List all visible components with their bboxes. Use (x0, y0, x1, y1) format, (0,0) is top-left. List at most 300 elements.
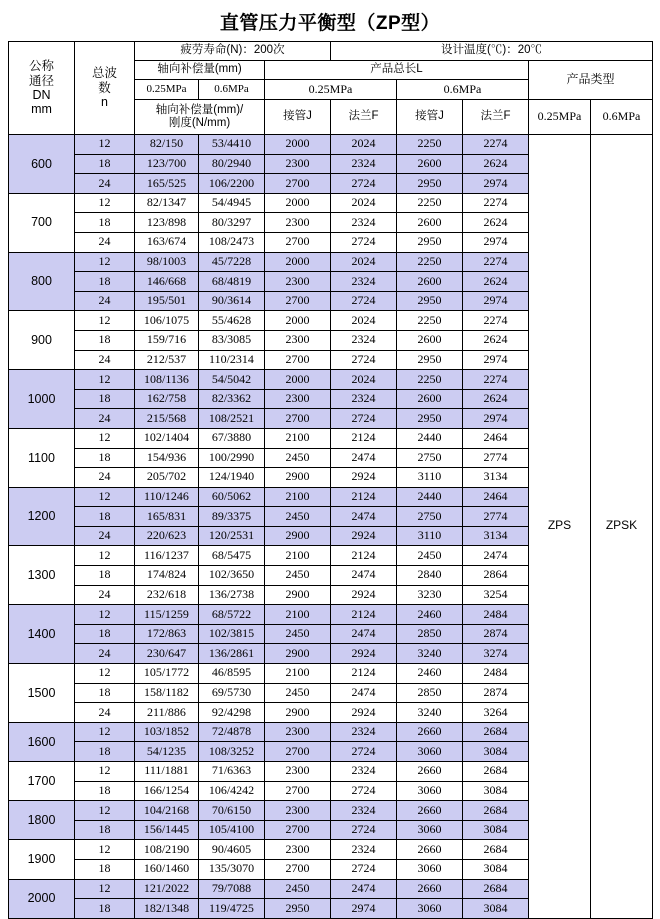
type-025-header: 0.25MPa (529, 100, 591, 135)
axial-comp-06-cell: 90/3614 (199, 291, 265, 311)
axial-comp-06-cell: 136/2861 (199, 644, 265, 664)
wave-count-cell: 24 (75, 468, 135, 488)
dn-value-cell: 2000 (9, 879, 75, 918)
length-025-header: 0.25MPa (265, 80, 397, 100)
length-f-06-cell: 2464 (463, 428, 529, 448)
dn-label-line1: 公称 (28, 59, 54, 74)
axial-comp-06-cell: 100/2990 (199, 448, 265, 468)
axial-comp-025-cell: 116/1237 (135, 546, 199, 566)
product-type-025-cell: ZPS (529, 135, 591, 919)
length-f-06-cell: 2274 (463, 311, 529, 331)
length-f-025-cell: 2124 (331, 605, 397, 625)
length-f-025-cell: 2474 (331, 507, 397, 527)
axial-comp-06-cell: 89/3375 (199, 507, 265, 527)
length-j-06-cell: 3230 (397, 585, 463, 605)
dn-value-cell: 800 (9, 252, 75, 311)
length-j-025-cell: 2700 (265, 409, 331, 429)
length-j-025-cell: 2100 (265, 546, 331, 566)
axial-comp-06-cell: 92/4298 (199, 703, 265, 723)
length-f-025-cell: 2024 (331, 311, 397, 331)
length-f-06-cell: 2274 (463, 193, 529, 213)
length-j-06-cell: 2660 (397, 879, 463, 899)
wave-count-cell: 18 (75, 507, 135, 527)
length-f-025-cell: 2724 (331, 409, 397, 429)
length-j-025-cell: 2900 (265, 468, 331, 488)
length-j-06-cell: 2600 (397, 213, 463, 233)
length-j-06-cell: 2250 (397, 252, 463, 272)
length-f-025-cell: 2124 (331, 428, 397, 448)
axial-comp-06-cell: 69/5730 (199, 683, 265, 703)
axial-comp-025-cell: 220/623 (135, 526, 199, 546)
dn-label-line3: DN (32, 88, 51, 102)
length-j-06-cell: 2660 (397, 762, 463, 782)
length-j-025-cell: 2700 (265, 820, 331, 840)
length-j-025-cell: 2700 (265, 232, 331, 252)
wave-count-cell: 18 (75, 859, 135, 879)
length-f-06-cell: 3134 (463, 526, 529, 546)
length-f-06-cell: 2464 (463, 487, 529, 507)
wave-count-header-cell (75, 42, 135, 135)
length-f-06-cell: 2274 (463, 135, 529, 155)
length-j-06-cell: 2750 (397, 507, 463, 527)
length-j-025-cell: 2900 (265, 585, 331, 605)
length-f-06-cell: 2474 (463, 546, 529, 566)
length-f-025-cell: 2974 (331, 899, 397, 919)
length-f-025-cell: 2024 (331, 252, 397, 272)
length-f-06-cell: 2624 (463, 330, 529, 350)
dn-label-line4: mm (31, 102, 52, 117)
axial-comp-06-cell: 79/7088 (199, 879, 265, 899)
axial-comp-025-cell: 205/702 (135, 468, 199, 488)
wave-count-cell: 12 (75, 664, 135, 684)
length-f-06-cell: 2684 (463, 879, 529, 899)
length-f-06-cell: 2774 (463, 448, 529, 468)
axial-comp-06-cell: 46/8595 (199, 664, 265, 684)
wave-count-cell: 18 (75, 899, 135, 919)
wave-count-cell: 12 (75, 801, 135, 821)
axial-comp-025-cell: 165/525 (135, 174, 199, 194)
wave-count-cell: 18 (75, 448, 135, 468)
axial-comp-025-cell: 121/2022 (135, 879, 199, 899)
axial-comp-06-cell: 67/3880 (199, 428, 265, 448)
dn-value-cell: 1900 (9, 840, 75, 879)
length-j-06-cell: 2250 (397, 135, 463, 155)
dn-value-cell: 1200 (9, 487, 75, 546)
dn-value-cell: 1400 (9, 605, 75, 664)
axial-comp-06-cell: 105/4100 (199, 820, 265, 840)
length-j-025-cell: 2900 (265, 703, 331, 723)
wave-count-cell: 12 (75, 370, 135, 390)
length-f-025-cell: 2324 (331, 213, 397, 233)
length-f-025-cell: 2324 (331, 840, 397, 860)
axial-comp-06-cell: 71/6363 (199, 762, 265, 782)
length-f-06-cell: 3134 (463, 468, 529, 488)
table-row (9, 135, 653, 155)
axial-comp-06-cell: 60/5062 (199, 487, 265, 507)
length-f-025-cell: 2924 (331, 703, 397, 723)
length-j-06-cell: 2750 (397, 448, 463, 468)
length-f-025-cell: 2024 (331, 135, 397, 155)
length-j-025-cell: 2300 (265, 272, 331, 292)
length-f-025-cell: 2324 (331, 330, 397, 350)
length-j-025-cell: 2100 (265, 664, 331, 684)
wave-count-cell: 24 (75, 409, 135, 429)
length-j-025-cell: 2300 (265, 762, 331, 782)
dn-label-line2: 通径 (28, 73, 54, 88)
length-j-06-cell: 2840 (397, 566, 463, 586)
length-f-025-cell: 2324 (331, 762, 397, 782)
dn-header-cell (9, 42, 75, 135)
length-f-06-cell: 3084 (463, 742, 529, 762)
wave-count-cell: 12 (75, 193, 135, 213)
length-j-025-cell: 2300 (265, 722, 331, 742)
axial-comp-025-cell: 103/1852 (135, 722, 199, 742)
wave-count-cell: 12 (75, 546, 135, 566)
length-f-06-cell: 3084 (463, 899, 529, 919)
axial-comp-025-cell: 156/1445 (135, 820, 199, 840)
axial-comp-025-cell: 108/2190 (135, 840, 199, 860)
length-f-025-cell: 2474 (331, 624, 397, 644)
length-f-025-cell: 2474 (331, 566, 397, 586)
axial-comp-025-cell: 102/1404 (135, 428, 199, 448)
wave-count-cell: 18 (75, 154, 135, 174)
wave-count-cell: 12 (75, 135, 135, 155)
length-f-06-cell: 2874 (463, 624, 529, 644)
length-f-06-cell: 2684 (463, 801, 529, 821)
length-f-06-cell: 2624 (463, 389, 529, 409)
dn-value-cell: 700 (9, 193, 75, 252)
length-f-06-cell: 2974 (463, 409, 529, 429)
length-j-025-cell: 2900 (265, 526, 331, 546)
axial-comp-06-cell: 82/3362 (199, 389, 265, 409)
dn-value-cell: 1700 (9, 762, 75, 801)
length-j-06-cell: 2600 (397, 330, 463, 350)
axial-comp-025-cell: 212/537 (135, 350, 199, 370)
wave-count-cell: 18 (75, 683, 135, 703)
axial-comp-06-cell: 136/2738 (199, 585, 265, 605)
conn-j-06-header: 接管J (397, 100, 463, 135)
length-f-025-cell: 2124 (331, 664, 397, 684)
length-f-06-cell: 2274 (463, 370, 529, 390)
length-f-025-cell: 2324 (331, 722, 397, 742)
length-j-025-cell: 2900 (265, 644, 331, 664)
length-f-06-cell: 3254 (463, 585, 529, 605)
axial-comp-06-cell: 102/3815 (199, 624, 265, 644)
wave-count-cell: 12 (75, 722, 135, 742)
axial-comp-06-cell: 106/2200 (199, 174, 265, 194)
axial-comp-06-cell: 119/4725 (199, 899, 265, 919)
axial-025-header: 0.25MPa (135, 80, 199, 100)
length-f-06-cell: 3084 (463, 859, 529, 879)
wave-count-cell: 12 (75, 311, 135, 331)
axial-comp-06-cell: 54/5042 (199, 370, 265, 390)
length-j-06-cell: 2950 (397, 350, 463, 370)
axial-comp-025-cell: 146/668 (135, 272, 199, 292)
length-f-025-cell: 2474 (331, 448, 397, 468)
length-06-header: 0.6MPa (397, 80, 529, 100)
length-f-025-cell: 2324 (331, 801, 397, 821)
total-length-header: 产品总长L (265, 61, 529, 80)
length-f-06-cell: 3084 (463, 820, 529, 840)
length-j-025-cell: 2100 (265, 487, 331, 507)
axial-comp-06-cell: 68/5722 (199, 605, 265, 625)
dn-value-cell: 1500 (9, 664, 75, 723)
axial-comp-06-cell: 124/1940 (199, 468, 265, 488)
length-j-025-cell: 2700 (265, 781, 331, 801)
wave-count-cell: 12 (75, 252, 135, 272)
length-f-06-cell: 2684 (463, 722, 529, 742)
length-f-06-cell: 2974 (463, 291, 529, 311)
length-j-025-cell: 2700 (265, 742, 331, 762)
length-f-06-cell: 2974 (463, 232, 529, 252)
axial-comp-025-cell: 159/716 (135, 330, 199, 350)
length-j-025-cell: 2100 (265, 605, 331, 625)
length-j-025-cell: 2950 (265, 899, 331, 919)
axial-comp-025-cell: 211/886 (135, 703, 199, 723)
length-f-06-cell: 2624 (463, 154, 529, 174)
wave-count-line3: n (101, 95, 108, 110)
product-type-header: 产品类型 (529, 61, 653, 100)
length-j-06-cell: 3240 (397, 644, 463, 664)
length-f-025-cell: 2924 (331, 526, 397, 546)
wave-count-cell: 18 (75, 781, 135, 801)
axial-comp-025-cell: 195/501 (135, 291, 199, 311)
wave-count-cell: 18 (75, 624, 135, 644)
length-j-06-cell: 2460 (397, 605, 463, 625)
length-f-025-cell: 2474 (331, 879, 397, 899)
axial-comp-06-cell: 80/3297 (199, 213, 265, 233)
axial-comp-025-cell: 163/674 (135, 232, 199, 252)
length-j-025-cell: 2450 (265, 683, 331, 703)
length-j-025-cell: 2100 (265, 428, 331, 448)
length-j-06-cell: 3060 (397, 859, 463, 879)
length-f-025-cell: 2724 (331, 232, 397, 252)
length-j-06-cell: 2850 (397, 683, 463, 703)
wave-count-cell: 18 (75, 742, 135, 762)
spec-table (8, 41, 653, 919)
length-j-025-cell: 2000 (265, 135, 331, 155)
axial-detail-line2: 刚度(N/mm) (168, 117, 231, 129)
axial-comp-025-cell: 230/647 (135, 644, 199, 664)
length-j-025-cell: 2700 (265, 174, 331, 194)
axial-comp-06-cell: 54/4945 (199, 193, 265, 213)
axial-comp-025-cell: 232/618 (135, 585, 199, 605)
length-j-025-cell: 2450 (265, 566, 331, 586)
length-j-06-cell: 2600 (397, 154, 463, 174)
axial-comp-06-cell: 106/4242 (199, 781, 265, 801)
length-j-06-cell: 2850 (397, 624, 463, 644)
dn-value-cell: 900 (9, 311, 75, 370)
wave-count-cell: 24 (75, 174, 135, 194)
length-f-06-cell: 2624 (463, 213, 529, 233)
length-j-06-cell: 3110 (397, 526, 463, 546)
wave-count-cell: 24 (75, 644, 135, 664)
axial-comp-025-cell: 106/1075 (135, 311, 199, 331)
length-j-025-cell: 2300 (265, 840, 331, 860)
length-j-025-cell: 2000 (265, 252, 331, 272)
length-f-06-cell: 2484 (463, 664, 529, 684)
design-temp-cell: 设计温度(℃)：20℃ (331, 42, 653, 61)
axial-comp-06-cell: 70/6150 (199, 801, 265, 821)
wave-count-cell: 18 (75, 389, 135, 409)
axial-comp-06-cell: 108/3252 (199, 742, 265, 762)
fatigue-life-cell: 疲劳寿命(N)：200次 (135, 42, 331, 61)
length-f-06-cell: 2874 (463, 683, 529, 703)
length-j-025-cell: 2000 (265, 311, 331, 331)
length-f-06-cell: 2684 (463, 840, 529, 860)
length-j-06-cell: 3060 (397, 781, 463, 801)
axial-comp-06-cell: 102/3650 (199, 566, 265, 586)
length-j-06-cell: 3110 (397, 468, 463, 488)
axial-comp-025-cell: 123/700 (135, 154, 199, 174)
length-f-06-cell: 2774 (463, 507, 529, 527)
length-j-06-cell: 2460 (397, 664, 463, 684)
length-j-06-cell: 2440 (397, 487, 463, 507)
dn-value-cell: 1800 (9, 801, 75, 840)
axial-comp-06-cell: 55/4628 (199, 311, 265, 331)
length-f-025-cell: 2124 (331, 546, 397, 566)
axial-comp-06-cell: 135/3070 (199, 859, 265, 879)
length-f-025-cell: 2724 (331, 820, 397, 840)
axial-06-header: 0.6MPa (199, 80, 265, 100)
wave-count-cell: 24 (75, 703, 135, 723)
wave-count-cell: 24 (75, 291, 135, 311)
wave-count-cell: 24 (75, 232, 135, 252)
length-f-025-cell: 2724 (331, 291, 397, 311)
wave-count-cell: 18 (75, 330, 135, 350)
length-j-06-cell: 2600 (397, 389, 463, 409)
length-j-06-cell: 2950 (397, 232, 463, 252)
wave-count-cell: 18 (75, 566, 135, 586)
length-j-06-cell: 2660 (397, 722, 463, 742)
axial-comp-025-cell: 162/758 (135, 389, 199, 409)
axial-compensation-header: 轴向补偿量(mm) (135, 61, 265, 80)
wave-count-cell: 12 (75, 487, 135, 507)
length-f-025-cell: 2924 (331, 585, 397, 605)
length-f-06-cell: 2974 (463, 350, 529, 370)
length-j-025-cell: 2300 (265, 154, 331, 174)
wave-count-cell: 18 (75, 213, 135, 233)
length-j-06-cell: 2250 (397, 311, 463, 331)
length-j-06-cell: 2950 (397, 291, 463, 311)
length-j-06-cell: 3060 (397, 820, 463, 840)
conn-f-025-header: 法兰F (331, 100, 397, 135)
length-j-025-cell: 2700 (265, 859, 331, 879)
wave-count-cell: 12 (75, 605, 135, 625)
wave-count-cell: 12 (75, 762, 135, 782)
axial-comp-025-cell: 165/831 (135, 507, 199, 527)
axial-comp-025-cell: 160/1460 (135, 859, 199, 879)
length-f-025-cell: 2124 (331, 487, 397, 507)
length-j-06-cell: 2440 (397, 428, 463, 448)
conn-j-025-header: 接管J (265, 100, 331, 135)
axial-comp-025-cell: 215/568 (135, 409, 199, 429)
length-j-025-cell: 2300 (265, 389, 331, 409)
wave-count-cell: 24 (75, 585, 135, 605)
length-f-025-cell: 2924 (331, 468, 397, 488)
axial-comp-06-cell: 68/4819 (199, 272, 265, 292)
length-j-025-cell: 2000 (265, 370, 331, 390)
dn-value-cell: 1600 (9, 722, 75, 761)
length-f-025-cell: 2724 (331, 742, 397, 762)
type-06-header: 0.6MPa (591, 100, 653, 135)
axial-comp-025-cell: 154/936 (135, 448, 199, 468)
dn-value-cell: 1100 (9, 428, 75, 487)
length-f-025-cell: 2324 (331, 272, 397, 292)
conn-f-06-header: 法兰F (463, 100, 529, 135)
dn-value-cell: 1000 (9, 370, 75, 429)
length-j-025-cell: 2300 (265, 801, 331, 821)
axial-comp-025-cell: 82/150 (135, 135, 199, 155)
axial-comp-025-cell: 166/1254 (135, 781, 199, 801)
product-type-06-cell: ZPSK (591, 135, 653, 919)
length-f-025-cell: 2924 (331, 644, 397, 664)
axial-comp-06-cell: 80/2940 (199, 154, 265, 174)
length-f-025-cell: 2724 (331, 781, 397, 801)
wave-count-line2: 数 (98, 80, 111, 95)
length-f-06-cell: 2484 (463, 605, 529, 625)
axial-comp-06-cell: 108/2473 (199, 232, 265, 252)
length-f-06-cell: 3084 (463, 781, 529, 801)
length-f-025-cell: 2724 (331, 174, 397, 194)
axial-comp-06-cell: 108/2521 (199, 409, 265, 429)
length-j-06-cell: 2660 (397, 840, 463, 860)
length-j-06-cell: 3060 (397, 899, 463, 919)
axial-comp-06-cell: 53/4410 (199, 135, 265, 155)
length-j-06-cell: 3060 (397, 742, 463, 762)
wave-count-cell: 12 (75, 428, 135, 448)
length-j-06-cell: 2660 (397, 801, 463, 821)
length-j-06-cell: 2950 (397, 409, 463, 429)
dn-value-cell: 600 (9, 135, 75, 194)
length-f-06-cell: 3274 (463, 644, 529, 664)
length-j-06-cell: 2450 (397, 546, 463, 566)
axial-comp-025-cell: 182/1348 (135, 899, 199, 919)
page-title: 直管压力平衡型（ZP型） (219, 13, 441, 34)
axial-comp-025-cell: 108/1136 (135, 370, 199, 390)
length-j-06-cell: 3240 (397, 703, 463, 723)
axial-comp-025-cell: 111/1881 (135, 762, 199, 782)
axial-comp-025-cell: 172/863 (135, 624, 199, 644)
wave-count-cell: 18 (75, 820, 135, 840)
length-f-06-cell: 2274 (463, 252, 529, 272)
length-j-06-cell: 2600 (397, 272, 463, 292)
length-f-06-cell: 2624 (463, 272, 529, 292)
axial-comp-025-cell: 123/898 (135, 213, 199, 233)
axial-comp-06-cell: 110/2314 (199, 350, 265, 370)
axial-comp-06-cell: 90/4605 (199, 840, 265, 860)
axial-comp-06-cell: 68/5475 (199, 546, 265, 566)
axial-comp-025-cell: 110/1246 (135, 487, 199, 507)
length-f-025-cell: 2024 (331, 370, 397, 390)
axial-detail-header (135, 100, 265, 135)
length-j-025-cell: 2000 (265, 193, 331, 213)
axial-comp-025-cell: 115/1259 (135, 605, 199, 625)
axial-comp-025-cell: 174/824 (135, 566, 199, 586)
length-j-06-cell: 2250 (397, 193, 463, 213)
axial-comp-06-cell: 72/4878 (199, 722, 265, 742)
length-j-025-cell: 2450 (265, 448, 331, 468)
length-f-06-cell: 3264 (463, 703, 529, 723)
axial-detail-line1: 轴向补偿量(mm)/ (155, 103, 244, 116)
length-f-025-cell: 2724 (331, 350, 397, 370)
wave-count-cell: 24 (75, 526, 135, 546)
axial-comp-06-cell: 45/7228 (199, 252, 265, 272)
length-j-025-cell: 2450 (265, 624, 331, 644)
wave-count-cell: 12 (75, 840, 135, 860)
wave-count-cell: 12 (75, 879, 135, 899)
axial-comp-06-cell: 120/2531 (199, 526, 265, 546)
